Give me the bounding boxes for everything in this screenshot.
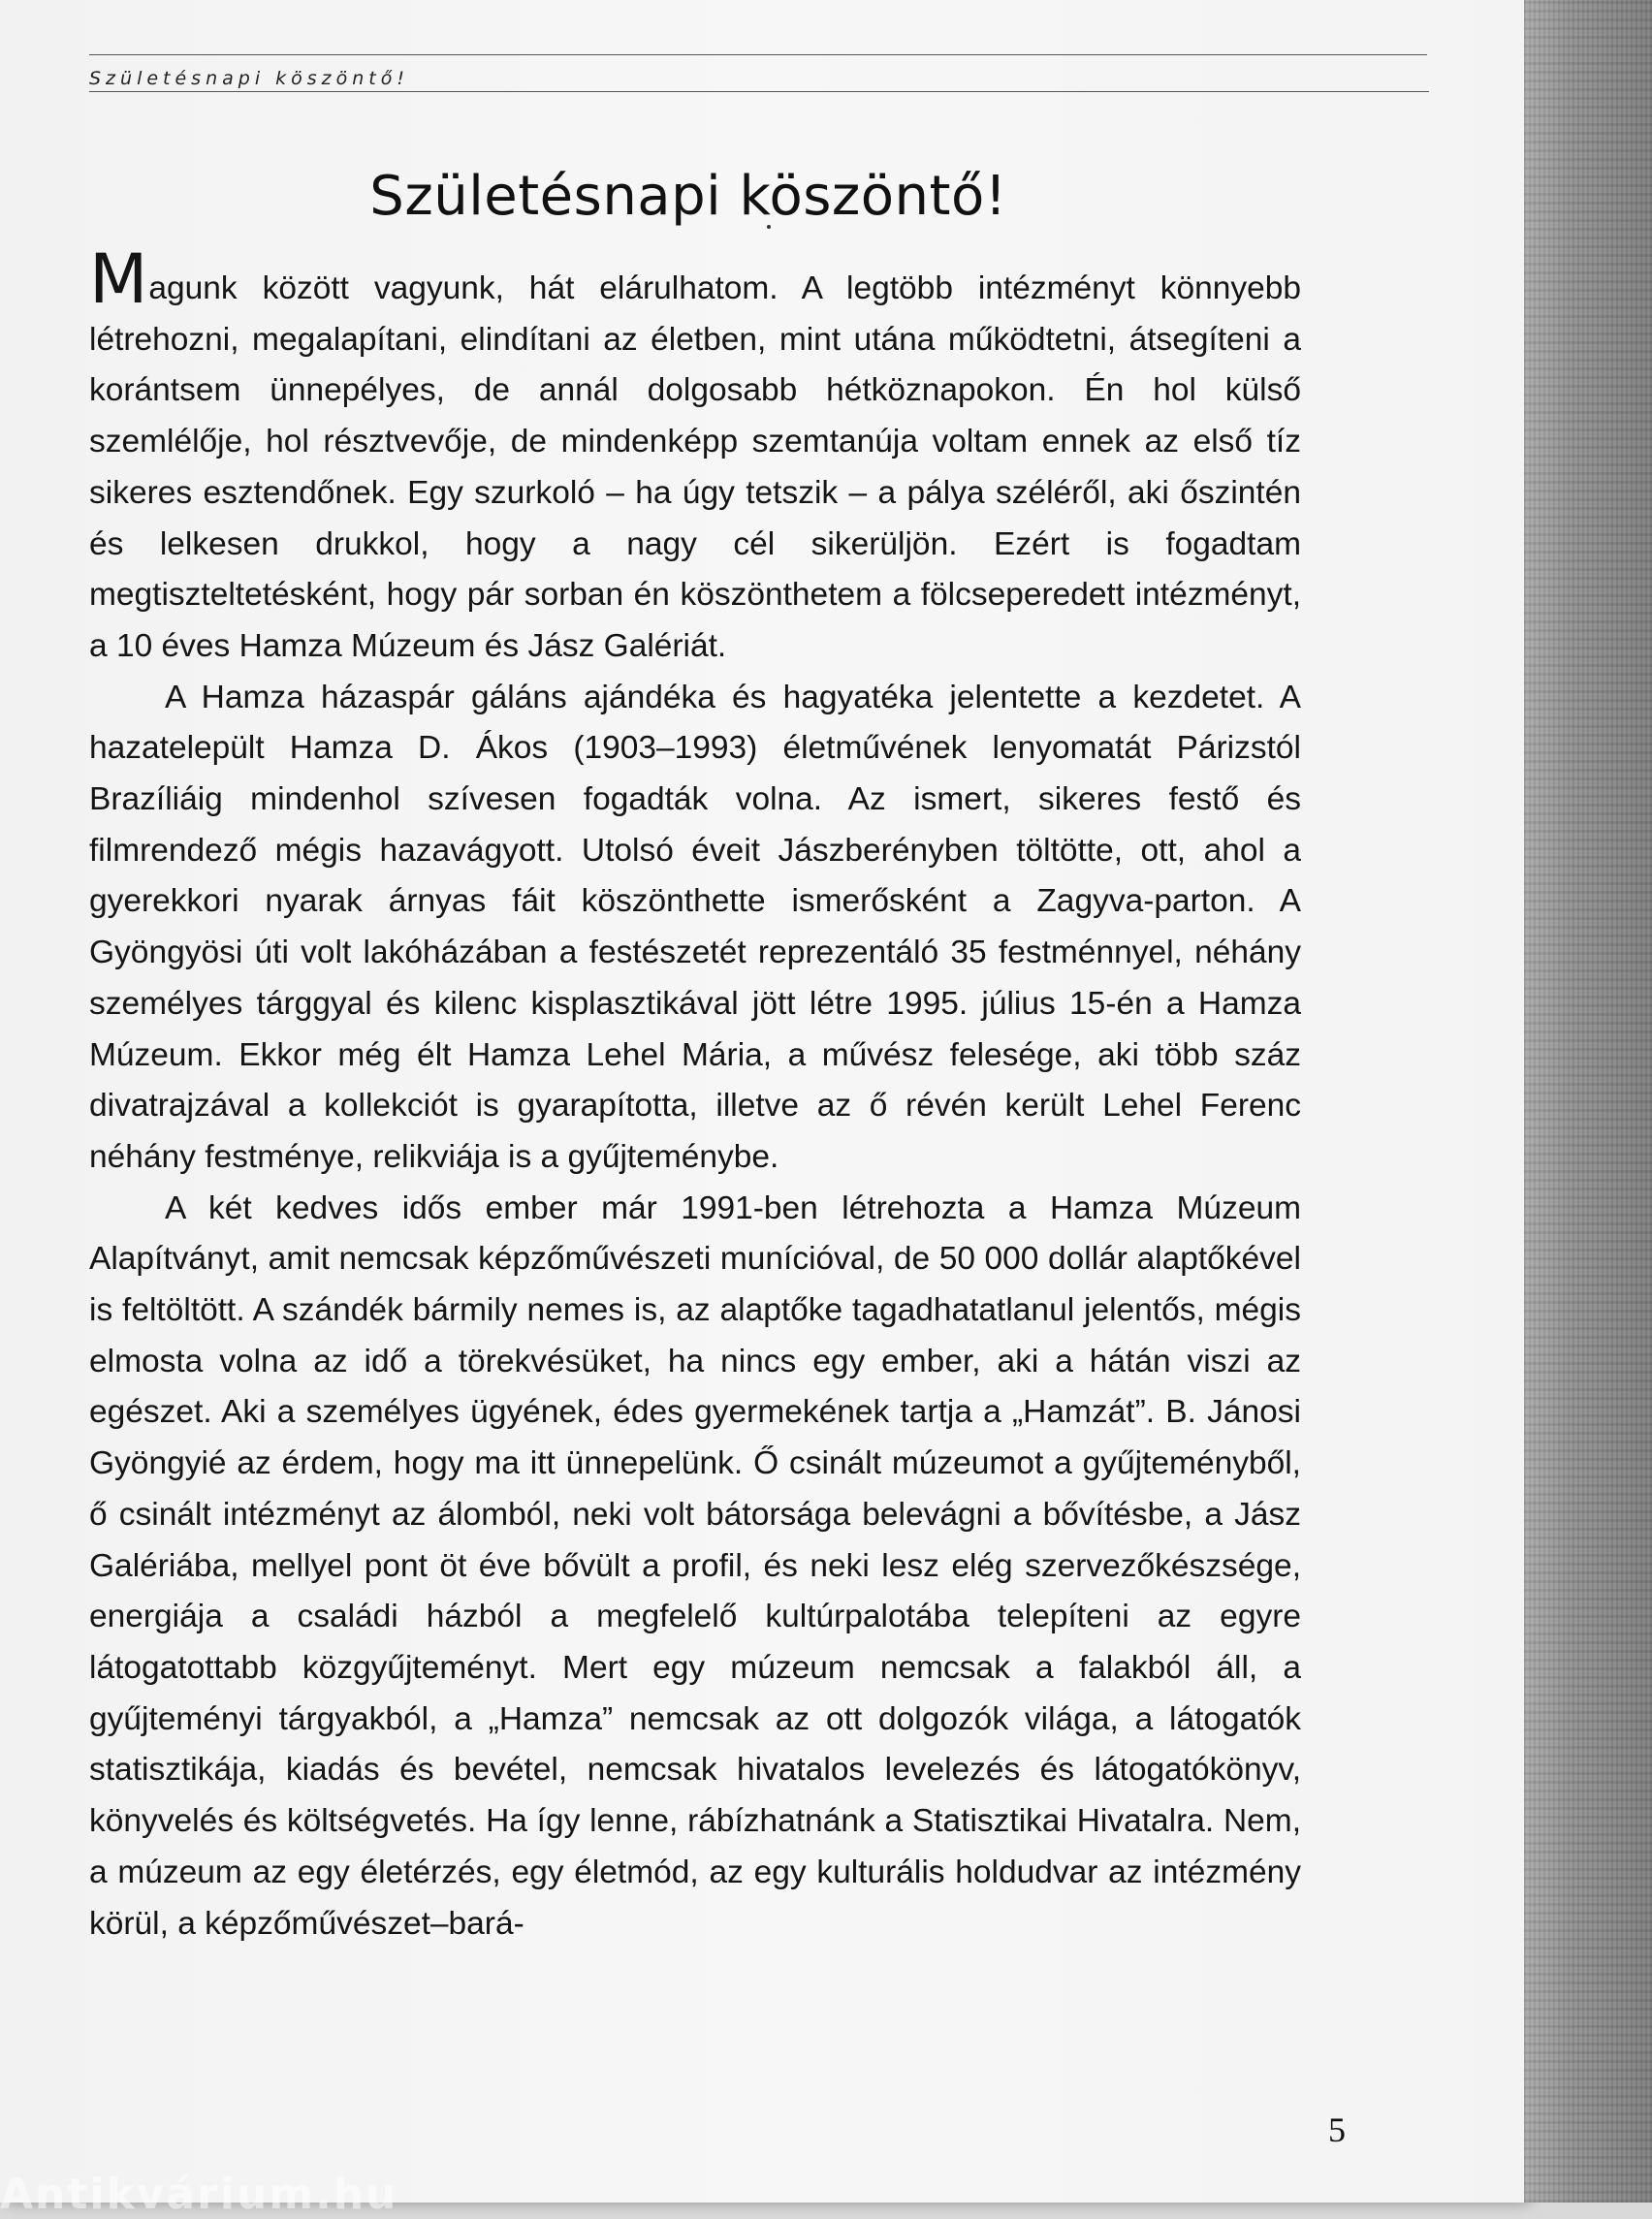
paragraph-1 xyxy=(89,239,1301,673)
page-number: 5 xyxy=(1328,2110,1346,2149)
header-rule-top xyxy=(89,54,1427,55)
paragraph-2: A Hamza házaspár gáláns ajándéka és hagyatéka jelentette a kezdetet. A hazatelepült Hamza D. Ákos (1903–1993) életművének lenyomatát Párizstól Brazíliáig mindenhol szívesen fogadták volna. Az ismert, sikeres festő és filmrendező mégis hazavágyott. Utolsó éveit Jászberényben töltötte, ott, ahol a gyerekkori nyarak árnyas fáit köszönthette ismerősként a Zagyva-parton. A Gyöngyösi úti volt lakóházában a festészetét reprezentáló 35 festménnyel, néhány személyes tárggyal és kilenc kisplasztikával jött létre 1995. július 15-én a Hamza Múzeum. Ekkor még élt Hamza Lehel Mária, a művész felesége, aki több száz divatrajzával a kollekciót is gyarapította, illetve az ő révén került Lehel Ferenc néhány festménye, relikviája is a gyűjteménybe. xyxy=(89,679,1301,1175)
running-header: Születésnapi köszöntő! xyxy=(89,68,410,89)
background-surface xyxy=(1524,0,1652,2203)
paragraph-1-text: agunk között vagyunk, hát elárulhatom. A legtöbb intézményt könnyebb létrehozni, megalapítani, elindítani az életben, mint utána működtetni, átsegíteni a korántsem ünnepélyes, de annál dolgosabb hétköznapokon. Én hol külső szemlélője, hol résztvevője, de mindenképp szemtanúja voltam ennek az első tíz sikeres esztendőnek. Egy szurkoló – ha úgy tetszik – a pálya széléről, aki őszintén és lelkesen drukkol, hogy a nagy cél sikerüljön. Ezért is fogadtam megtiszteltetésként, hogy pár sorban én köszönthetem a fölcseperedett intézményt, a 10 éves Hamza Múzeum és Jász Galériát. xyxy=(89,270,1301,664)
paragraph-3: A két kedves idős ember már 1991-ben létrehozta a Hamza Múzeum Alapítványt, amit nemcsak képzőművészeti munícióval, de 50 000 dollár alaptőkével is feltöltött. A szándék bármily nemes is, az alaptőke tagadhatatlanul jelentős, mégis elmosta volna az idő a törekvésüket, ha nincs egy ember, aki a hátán viszi az egészet. Aki a személyes ügyének, édes gyermekének tartja a „Hamzát”. B. Jánosi Gyöngyié az érdem, hogy ma itt ünnepelünk. Ő csinált múzeumot a gyűjteményből, ő csinált intézményt az álomból, neki volt bátorsága belevágni a bővítésbe, a Jász Galériába, mellyel pont öt éve bővült a profil, és neki lesz elég szervezőkészsége, energiája a családi házból a megfelelő kultúrpalotába telepíteni az egyre látogatottabb közgyűjteményt. Mert egy múzeum nemcsak a falakból áll, a gyűjteményi tárgyakból, a „Hamza” nemcsak az ott dolgozók világa, a látogatók statisztikája, kiadás és bevétel, nemcsak hivatalos levelezés és látogatókönyv, könyvelés és költségvetés. Ha így lenne, rábízhatnánk a Statisztikai Hivatalra. Nem, a múzeum az egy életérzés, egy életmód, az egy kulturális holdudvar az intézmény körül, a képzőművészet–bará- xyxy=(89,1189,1301,1942)
page-title: Születésnapi köszöntő! xyxy=(369,164,1007,228)
body-text xyxy=(89,239,1301,1950)
watermark: Antikvárium.hu xyxy=(0,2170,398,2219)
header-rule-bottom xyxy=(89,91,1429,92)
drop-cap: M xyxy=(89,239,148,319)
